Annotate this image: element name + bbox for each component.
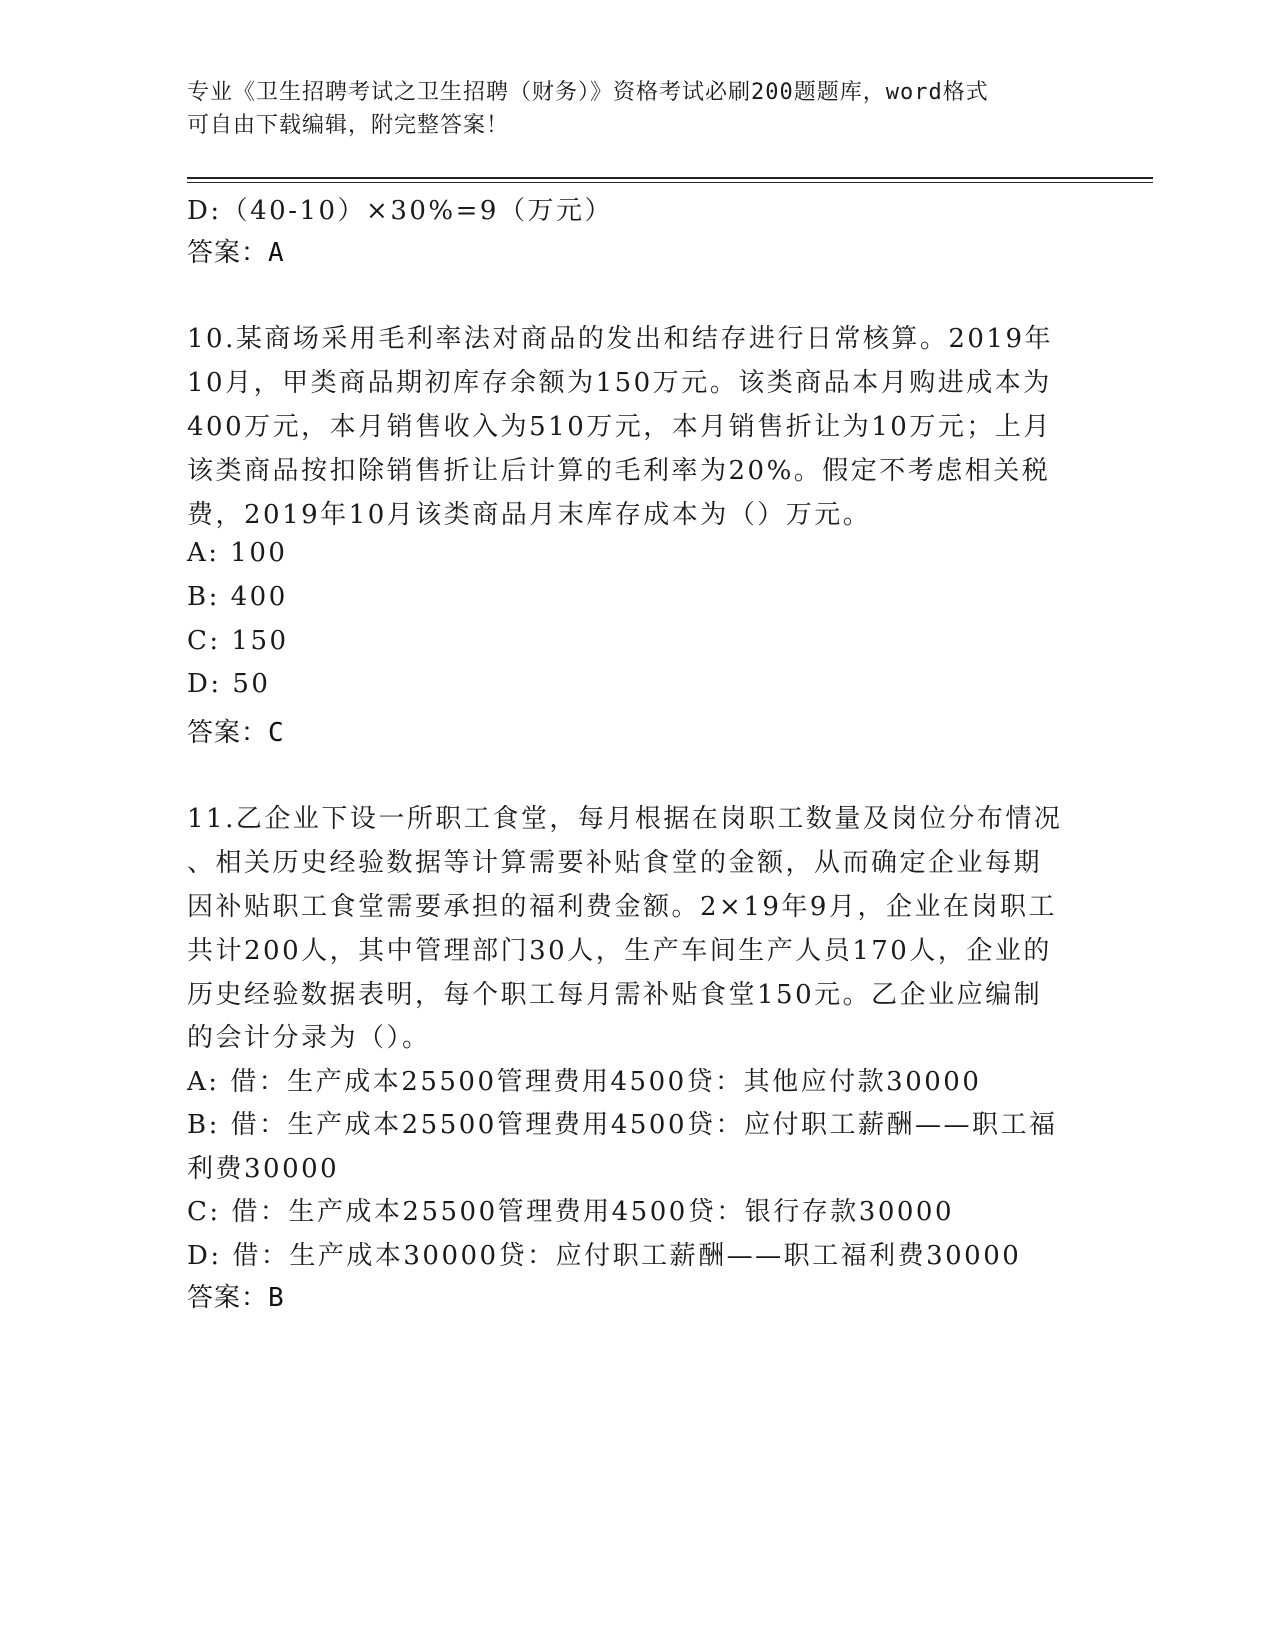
header-line-1: 专业《卫生招聘考试之卫生招聘（财务）》资格考试必刷200题题库，word格式	[187, 80, 989, 105]
q10-option-d: D: 50	[187, 669, 271, 699]
header-divider-thin	[187, 182, 1153, 183]
q11-stem-line: 的会计分录为（）。	[187, 1023, 431, 1053]
q11-option-d: D: 借：生产成本30000贷：应付职工薪酬——职工福利费30000	[187, 1241, 1022, 1271]
q11-option-b: B: 借：生产成本25500管理费用4500贷：应付职工薪酬——职工福	[187, 1110, 1058, 1140]
q10-answer: 答案：C	[187, 718, 285, 748]
q11-answer: 答案：B	[187, 1283, 285, 1313]
q11-option-c: C: 借：生产成本25500管理费用4500贷：银行存款30000	[187, 1197, 955, 1227]
q11-stem-line: 因补贴职工食堂需要承担的福利费金额。2×19年9月，企业在岗职工	[187, 892, 1057, 922]
document-header	[187, 76, 1067, 142]
prev-option-d: D:（40-10）×30%=9（万元）	[187, 196, 613, 226]
q11-stem-line: 11.乙企业下设一所职工食堂，每月根据在岗职工数量及岗位分布情况	[187, 804, 1063, 834]
prev-answer: 答案：A	[187, 238, 285, 268]
q10-stem-line: 该类商品按扣除销售折让后计算的毛利率为20%。假定不考虑相关税	[187, 456, 1051, 486]
q10-stem-line: 10.某商场采用毛利率法对商品的发出和结存进行日常核算。2019年	[187, 324, 1054, 354]
header-line-2: 可自由下载编辑，附完整答案！	[187, 113, 510, 138]
header-divider-thick	[187, 177, 1153, 179]
q10-stem-line: 费，2019年10月该类商品月末库存成本为（）万元。	[187, 500, 872, 530]
q11-stem-line: 、相关历史经验数据等计算需要补贴食堂的金额，从而确定企业每期	[187, 848, 1043, 878]
q10-option-c: C: 150	[187, 626, 289, 656]
q11-option-b-continued: 利费30000	[187, 1154, 340, 1184]
q11-stem-line: 共计200人，其中管理部门30人，生产车间生产人员170人，企业的	[187, 936, 1052, 966]
q11-option-a: A: 借：生产成本25500管理费用4500贷：其他应付款30000	[187, 1067, 982, 1097]
q10-stem-line: 10月，甲类商品期初库存余额为150万元。该类商品本月购进成本为	[187, 368, 1052, 398]
q10-option-b: B: 400	[187, 582, 288, 612]
q11-stem-line: 历史经验数据表明，每个职工每月需补贴食堂150元。乙企业应编制	[187, 980, 1043, 1010]
q10-stem-line: 400万元，本月销售收入为510万元，本月销售折让为10万元；上月	[187, 412, 1052, 442]
q10-option-a: A: 100	[187, 538, 288, 568]
